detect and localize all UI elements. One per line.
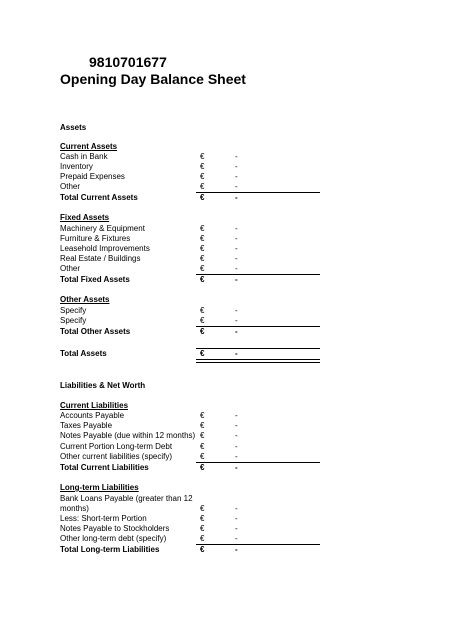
other-assets-heading: Other Assets [60,295,110,304]
table-row: Notes Payable (due within 12 months) € - [60,431,238,440]
table-row: Bank Loans Payable (greater than 12 months) € - [60,494,238,513]
table-row: Less: Short-term Portion € - [60,514,238,523]
total-current-assets-row: Total Current Assets € - [60,193,260,203]
total-longterm-liabilities-row: Total Long-term Liabilities € - [60,545,260,555]
table-row: Current Portion Long-term Debt € - [60,442,238,451]
table-row: Specify € - [60,306,238,315]
table-row: Accounts Payable € - [60,411,238,420]
table-row: Prepaid Expenses € - [60,172,238,181]
table-row: Notes Payable to Stockholders € - [60,524,238,533]
table-row: Specify € - [60,316,238,325]
table-row: Real Estate / Buildings € - [60,254,238,263]
table-row: Furniture & Fixtures € - [60,234,238,243]
document-id: 9810701677 [89,54,167,70]
longterm-liabilities-heading: Long-term Liabilities [60,483,139,492]
table-row: Other € - [60,182,238,191]
table-row: Leasehold Improvements € - [60,244,238,253]
page-title: Opening Day Balance Sheet [60,71,246,87]
table-row: Taxes Payable € - [60,421,238,430]
total-fixed-assets-row: Total Fixed Assets € - [60,275,260,285]
table-row: Other € - [60,264,238,273]
table-row: Other current liabilities (specify) € - [60,452,238,461]
current-liabilities-heading: Current Liabilities [60,401,129,410]
fixed-assets-heading: Fixed Assets [60,213,110,222]
table-row: Other long-term debt (specify) € - [60,534,238,543]
total-other-assets-row: Total Other Assets € - [60,327,260,337]
table-row: Inventory € - [60,162,238,171]
table-row: Cash in Bank € - [60,152,238,161]
assets-heading: Assets [60,123,87,132]
current-assets-heading: Current Assets [60,142,118,151]
table-row: Machinery & Equipment € - [60,224,238,233]
liabilities-heading: Liabilities & Net Worth [60,381,146,390]
total-current-liabilities-row: Total Current Liabilities € - [60,463,260,473]
total-assets-row: Total Assets € - [60,349,260,359]
